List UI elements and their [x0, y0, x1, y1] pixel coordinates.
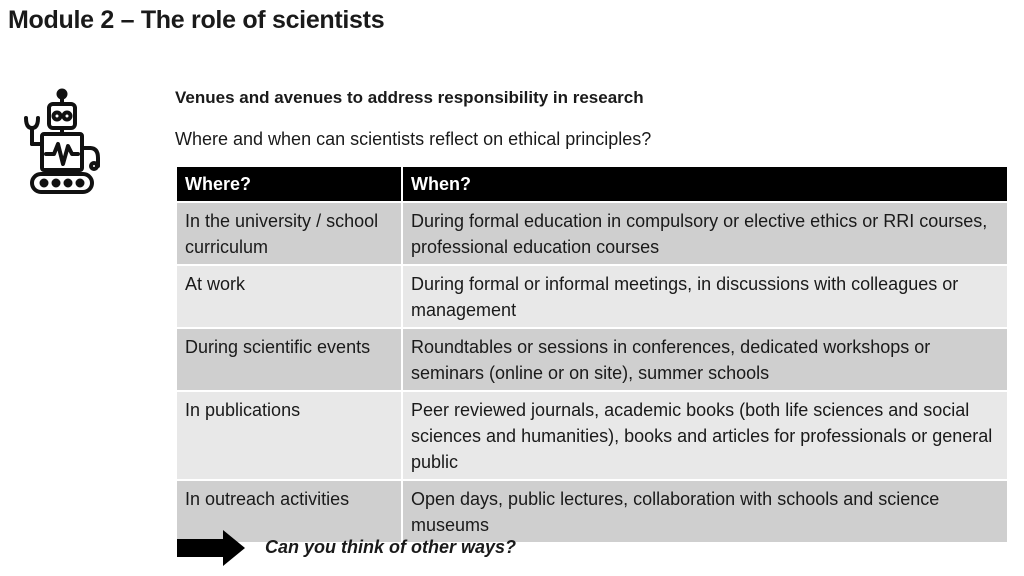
cell-where: At work — [177, 265, 402, 328]
cell-where: In publications — [177, 391, 402, 480]
venues-table — [177, 167, 1007, 542]
cell-when: During formal education in compulsory or elective ethics or RRI courses, professional education courses — [402, 202, 1007, 265]
cell-when: Peer reviewed journals, academic books (both life sciences and social sciences and humanities), books and articles for professionals or general public — [402, 391, 1007, 480]
table-row — [177, 202, 1007, 265]
cell-when: During formal or informal meetings, in discussions with colleagues or management — [402, 265, 1007, 328]
slide-title: Module 2 – The role of scientists — [8, 6, 385, 34]
cell-where: In outreach activities — [177, 480, 402, 542]
slide-question: Where and when can scientists reflect on ethical principles? — [175, 129, 652, 149]
table-row — [177, 328, 1007, 391]
header-when: When? — [402, 167, 1007, 202]
header-where: Where? — [177, 167, 402, 202]
cell-when: Roundtables or sessions in conferences, dedicated workshops or seminars (online or on site), summer schools — [402, 328, 1007, 391]
closing-prompt: Can you think of other ways? — [265, 537, 517, 557]
cell-when: Open days, public lectures, collaboration with schools and science museums — [402, 480, 1007, 542]
cell-where: In the university / school curriculum — [177, 202, 402, 265]
slide-subtitle: Venues and avenues to address responsibility in research — [175, 88, 644, 107]
arrow-right-icon — [177, 530, 245, 566]
table-row — [177, 265, 1007, 328]
table-row — [177, 391, 1007, 480]
robot-icon — [18, 88, 104, 196]
cell-where: During scientific events — [177, 328, 402, 391]
table-row — [177, 480, 1007, 542]
table-header-row — [177, 167, 1007, 202]
